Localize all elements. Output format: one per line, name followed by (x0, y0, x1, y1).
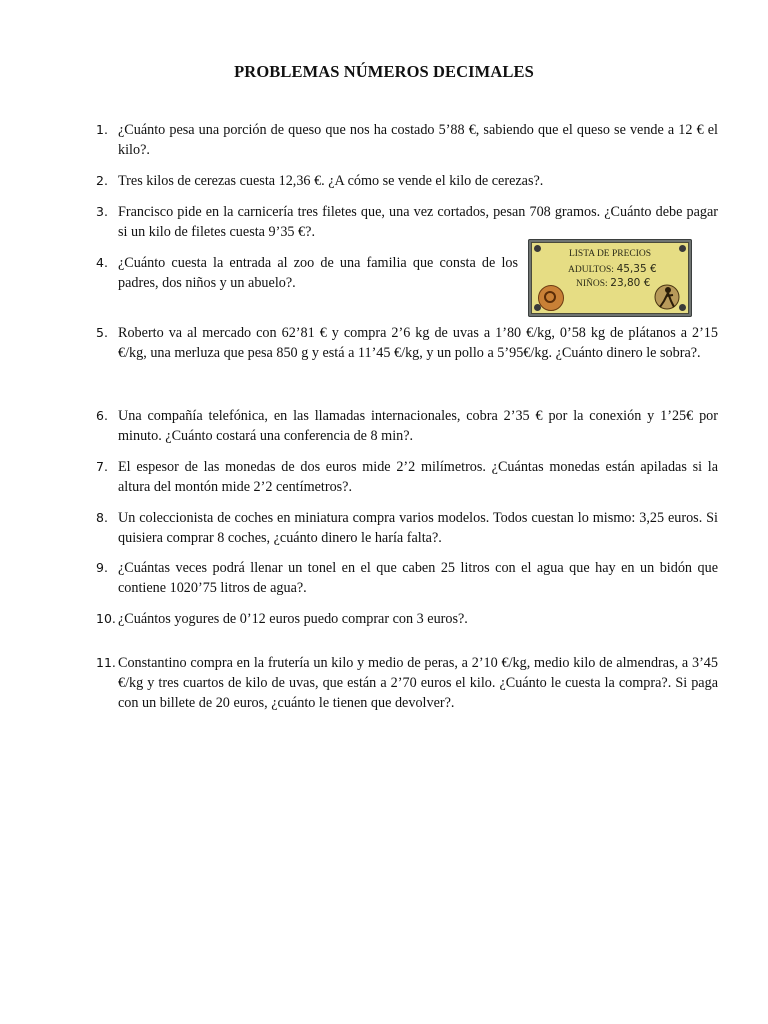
children-label: NIÑOS: (576, 279, 608, 289)
adults-price: 45,35 € (616, 263, 657, 275)
problem-number: 10. (96, 611, 116, 626)
problem-number: 2. (96, 173, 108, 188)
lion-medal-icon (538, 285, 564, 311)
problem-text: Tres kilos de cerezas cuesta 12,36 €. ¿A cómo se vende el kilo de cerezas?. (118, 173, 544, 189)
figure-icon (654, 283, 680, 311)
price-row-adults (568, 263, 657, 275)
price-list-sign (528, 239, 692, 317)
problem-text: Francisco pide en la carnicería tres filetes que, una vez cortados, pesan 708 gramos. ¿Cuánto debe pagar si un kilo de filetes cuesta 9’35 €?. (118, 204, 718, 240)
problem-text: El espesor de las monedas de dos euros mide 2’2 milímetros. ¿Cuántas monedas están apiladas si la altura del montón mide 2’2 centímetros?. (118, 459, 718, 495)
problem-number: 1. (96, 122, 108, 137)
problem-text: ¿Cuántos yogures de 0’12 euros puedo comprar con 3 euros?. (118, 611, 468, 627)
adults-label: ADULTOS: (568, 265, 614, 275)
problem-number: 3. (96, 204, 108, 219)
lion-face-icon (544, 291, 556, 303)
children-price: 23,80 € (610, 277, 651, 289)
problem-number: 8. (96, 510, 108, 525)
problem-number: 5. (96, 325, 108, 340)
price-list-title: LISTA DE PRECIOS (568, 249, 652, 259)
problem-number: 11. (96, 655, 116, 670)
price-row-children (576, 277, 650, 289)
problem-number: 6. (96, 408, 108, 423)
problem-text: Una compañía telefónica, en las llamadas internacionales, cobra 2’35 € por la conexión y 1’25€ por minuto. ¿Cuánto costará una conferencia de 8 min?. (118, 408, 718, 444)
problem-number: 7. (96, 459, 108, 474)
problem-text: ¿Cuánto cuesta la entrada al zoo de una familia que consta de los padres, dos niños y un abuelo?. (118, 255, 518, 291)
price-list-panel (531, 242, 689, 314)
problem-text: Constantino compra en la frutería un kilo y medio de peras, a 2’10 €/kg, medio kilo de almendras, a 3’45 €/kg y tres cuartos de kilo de uvas, que están a 2’70 euros el kilo. ¿Cuánto le cuesta la compra?. Si paga con un billete de 20 euros, ¿cuánto le tienen que devolver?. (118, 655, 718, 711)
problem-number: 4. (96, 255, 108, 270)
page-title: PROBLEMAS NÚMEROS DECIMALES (234, 62, 534, 81)
problem-number: 9. (96, 560, 108, 575)
bolt-icon (679, 304, 686, 311)
problem-text: Roberto va al mercado con 62’81 € y compra 2’6 kg de uvas a 1’80 €/kg, 0’58 kg de plátanos a 2’15 €/kg, una merluza que pesa 850 g y está a 11’45 €/kg, y un pollo a 5’95€/kg. ¿Cuánto dinero le sobra?. (118, 325, 718, 361)
problem-text: Un coleccionista de coches en miniatura compra varios modelos. Todos cuestan lo mismo: 3,25 euros. Si quisiera comprar 8 coches, ¿cuánto dinero le haría falta?. (118, 510, 718, 546)
problem-text: ¿Cuántas veces podrá llenar un tonel en el que caben 25 litros con el agua que hay en un bidón que contiene 1020’75 litros de agua?. (118, 560, 718, 596)
problem-text: ¿Cuánto pesa una porción de queso que nos ha costado 5’88 €, sabiendo que el queso se vende a 12 € el kilo?. (118, 122, 718, 158)
